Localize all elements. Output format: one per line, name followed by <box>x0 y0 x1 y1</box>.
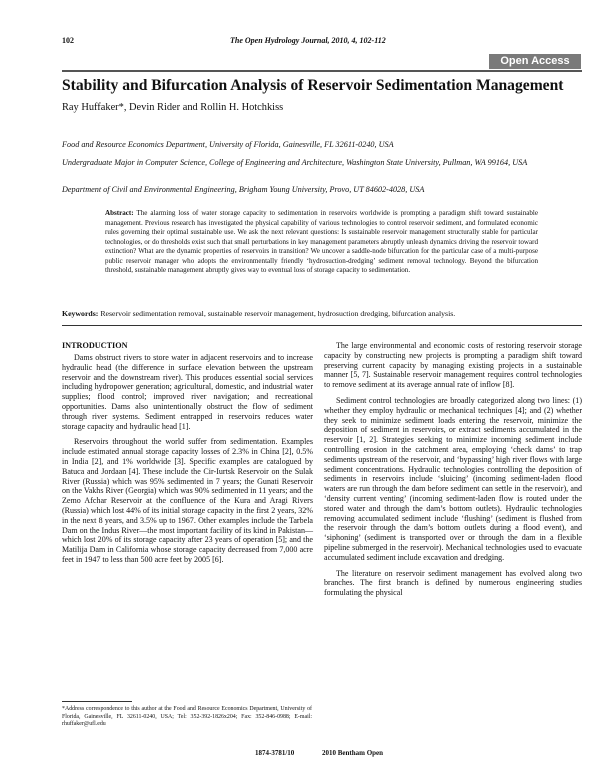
body-paragraph: Dams obstruct rivers to store water in adjacent reservoirs and to increase hydraulic head (the difference in surface elevation between the upstream reservoir and the downstream river). This produces essential social services including hydropower generation; agricultural, domestic, and industrial water supplies; flood control; improved river navigation; and recreational opportunities. Dams also unintentionally obstruct the flow of sediment through river systems. Sediment entrapped in reservoirs reduces water storage capacity and hydraulic head [1]. <box>62 353 313 431</box>
body-paragraph: The literature on reservoir sediment management has evolved along two branches. The first branch is defined by numerous engineering studies formulating the physical <box>324 568 582 598</box>
correspondence-footnote: *Address correspondence to this author at the Food and Resource Economics Department, University of Florida, Gainesville, FL 32611-0240, USA; Tel: 352-392-1826x204; Fax: 352-846-0988; E-mail: rhuffaker@ufl.edu <box>62 706 312 727</box>
body-paragraph: Reservoirs throughout the world suffer from sedimentation. Examples include estimated annual storage capacity losses of 2.3% in China [2], 0.5% in India [2], and 1% worldwide [3]. Specific examples are catalogued by Batuca and Jordaan [4]. These include the Cir-Iurtsk Reservoir on the Sulak River (Russia) which was 95% sedimented in 7 years; the Gunati Reservoir on the Vakhs River (Georgia) which was 90% sedimented in 11 years; and the Zemo Afchar Reservoir at the confluence of the Kura and Aragi Rivers (Russia) which lost 44% of its initial storage capacity in the first 2 years, 32% in the next 8 years, and 3.5% up to 1967. Other examples include the Tarbela Dam on the Indus River—the most important facility of its kind in Pakistan—which lost 20% of its storage capacity after 23 years of operation [5]; and the Matilija Dam in California whose storage capacity decreased from 7,000 acre feet in 1947 to less than 500 acre feet by 2005 [6]. <box>62 437 313 564</box>
abstract-text: The alarming loss of water storage capacity to sedimentation in reservoirs worldwide is prompting a paradigm shift toward sustainable management. Previous research has investigated the physical capability of various technologies to control reservoir sediment, and formulated economic rules governing their optimal sustainable use. We ask the next relevant questions: Is sustainable reservoir management structurally stable for particular technologies, or do thresholds exist such that small perturbations in key management parameters abruptly unleash dynamics driving the reservoir toward extinction? What are the dynamic properties of reservoirs in transition? We uncover a saddle-node bifurcation for the particular case of a multi-purpose public reservoir manager who adopts the environmentally friendly ‘hydrosuction-dredging’ sediment removal technology. Beyond the bifurcation threshold, sustainable management abruptly gives way to eventual loss of storage capacity to sedimentation. <box>105 209 538 275</box>
keywords-label: Keywords: <box>62 309 99 318</box>
left-column <box>62 353 313 571</box>
section-heading-introduction: INTRODUCTION <box>62 341 128 350</box>
keywords-block <box>62 309 572 318</box>
section-divider <box>62 325 582 326</box>
header-divider <box>62 70 582 72</box>
affiliation-2: Undergraduate Major in Computer Science, College of Engineering and Architecture, Washington State University, Pullman, WA 99164, USA <box>62 158 528 167</box>
affiliation-3: Department of Civil and Environmental Engineering, Brigham Young University, Provo, UT 84602-4028, USA <box>62 185 425 194</box>
author-list: Ray Huffaker*, Devin Rider and Rollin H. Hotchkiss <box>62 102 284 113</box>
affiliation-1: Food and Resource Economics Department, University of Florida, Gainesville, FL 32611-0240, USA <box>62 140 394 149</box>
keywords-text: Reservoir sedimentation removal, sustainable reservoir management, hydrosuction dredging, bifurcation analysis. <box>100 309 456 318</box>
page-number: 102 <box>62 36 74 45</box>
abstract-label: Abstract: <box>105 209 134 217</box>
right-column <box>324 341 582 604</box>
article-title: Stability and Bifurcation Analysis of Reservoir Sedimentation Management <box>62 77 564 94</box>
abstract-block <box>105 209 538 276</box>
body-paragraph: The large environmental and economic costs of restoring reservoir storage capacity by constructing new projects is prompting a paradigm shift toward preserving current capacity by managing existing projects in a sustainable manner [5, 7]. Sustainable reservoir management requires control technologies to remove sediment at its average annual rate of inflow [8]. <box>324 341 582 390</box>
body-paragraph: Sediment control technologies are broadly categorized along two lines: (1) whether they employ hydraulic or mechanical techniques [4]; and (2) whether they seek to minimize sediment loads entering the reservoir, minimize the deposition of sediment in reservoirs, or extract sediments accumulated in the reservoir [1, 2]. Strategies seeking to minimize incoming sediment include controlling erosion in the catchment area, employing ‘check dams’ to trap sediments upstream of the reservoir, and ‘bypassing’ high river flows with large sediment concentrations. Hydraulic technologies controlling the deposition of sediments in reservoirs include ‘sluicing’ (incoming sediment-laden flood waters are run through the dam before sediment can settle in the reservoir), and ‘density current venting’ (incoming sediment-laden flow is routed under the stored water and through the dam’s bottom outlets). Hydraulic technologies removing accumulated sediment include ‘flushing’ (sediment is flushed from the reservoir through the dam’s bottom outlets during a flood event), and ‘siphoning’ (sediment is transported over or through the dam in a flexible pipeline submerged in the reservoir). Mechanical technologies used to evacuate accumulated sediment include excavation and dredging. <box>324 395 582 562</box>
publisher-copyright: 2010 Bentham Open <box>322 749 384 757</box>
issn: 1874-3781/10 <box>255 749 295 757</box>
footnote-divider <box>62 701 132 702</box>
journal-citation: The Open Hydrology Journal, 2010, 4, 102-112 <box>230 36 386 45</box>
open-access-badge: Open Access <box>489 54 581 69</box>
